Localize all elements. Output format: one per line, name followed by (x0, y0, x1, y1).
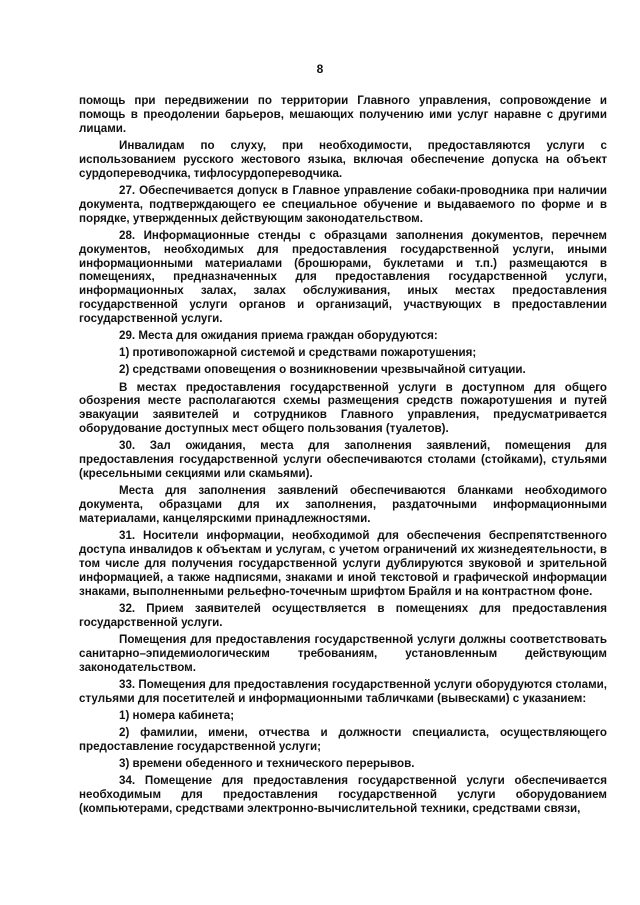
paragraph-hearing-impaired: Инвалидам по слуху, при необходимости, предоставляются услуги с использованием русского жестового языка, включая обеспечение допуска на объект сурдопереводчика, тифлосурдопереводчика. (79, 138, 607, 180)
paragraph-27: 27. Обеспечивается допуск в Главное управление собаки-проводника при наличии документа, подтверждающего ее специальное обучение и выдаваемого по форме и в порядке, утвержденных действующим законодательством. (79, 183, 607, 225)
paragraph-29: 29. Места для ожидания приема граждан оборудуются: (119, 329, 438, 343)
paragraph-evacuation: В местах предоставления государственной услуги в доступном для общего обозрения месте располагаются схемы размещения средств пожаротушения и путей эвакуации заявителей и сотрудников Главного управления, предусматривается оборудование доступных мест общего пользования (туалетов). (79, 380, 607, 436)
paragraph-32: 32. Прием заявителей осуществляется в помещениях для предоставления государственной услуги. (79, 601, 607, 629)
list-item-29-1: 1) противопожарной системой и средствами пожаротушения; (119, 346, 477, 360)
paragraph-30: 30. Зал ожидания, места для заполнения заявлений, помещения для предоставления государственной услуги обеспечиваются столами (стойками), стульями (кресельными секциями или скамьями). (79, 439, 607, 481)
list-item-33-1: 1) номера кабинета; (119, 708, 235, 722)
paragraph-33: 33. Помещения для предоставления государственной услуги оборудуются столами, стульями для посетителей и информационными табличками (вывесками) с указанием: (79, 677, 607, 705)
list-item-33-2: 2) фамилии, имени, отчества и должности специалиста, осуществляющего предоставление государственной услуги; (79, 725, 607, 753)
document-body (79, 94, 607, 816)
paragraph-34: 34. Помещение для предоставления государственной услуги обеспечивается необходимым для предоставления государственной услуги оборудованием (компьютерами, средствами электронно-вычислительной техники, средствами связи, (79, 773, 607, 815)
paragraph-forms: Места для заполнения заявлений обеспечиваются бланками необходимого документа, образцами для их заполнения, раздаточными информационными материалами, канцелярскими принадлежностями. (79, 484, 607, 526)
paragraph-31: 31. Носители информации, необходимой для обеспечения беспрепятственного доступа инвалидов к объектам и услугам, с учетом ограничений их жизнедеятельности, в том числе для получения государственной услуги дублируются звуковой и зрительной информацией, а также надписями, знаками и иной текстовой и графической информации знаками, выполненными рельефно-точечным шрифтом Брайля и на контрастном фоне. (79, 529, 607, 598)
list-item-33-3: 3) времени обеденного и технического перерывов. (119, 756, 415, 770)
list-item-29-2: 2) средствами оповещения о возникновении чрезвычайной ситуации. (119, 363, 526, 377)
paragraph-sanitary: Помещения для предоставления государственной услуги должны соответствовать санитарно–эпидемиологическим требованиям, установленным действующим законодательством. (79, 632, 607, 674)
page-number: 8 (316, 62, 324, 76)
paragraph-continuation: помощь при передвижении по территории Главного управления, сопровождение и помощь в преодолении барьеров, мешающих получению ими услуг наравне с другими лицами. (79, 94, 607, 135)
paragraph-28: 28. Информационные стенды с образцами заполнения документов, перечнем документов, необходимых для предоставления государственной услуги, иными информационными материалами (брошюрами, буклетами и т.п.) размещаются в помещениях, предназначенных для предоставления государственной услуги, информационных залах, залах обслуживания, иных местах предоставления государственной услуги органов и организаций, участвующих в предоставлении государственной услуги. (79, 228, 607, 326)
